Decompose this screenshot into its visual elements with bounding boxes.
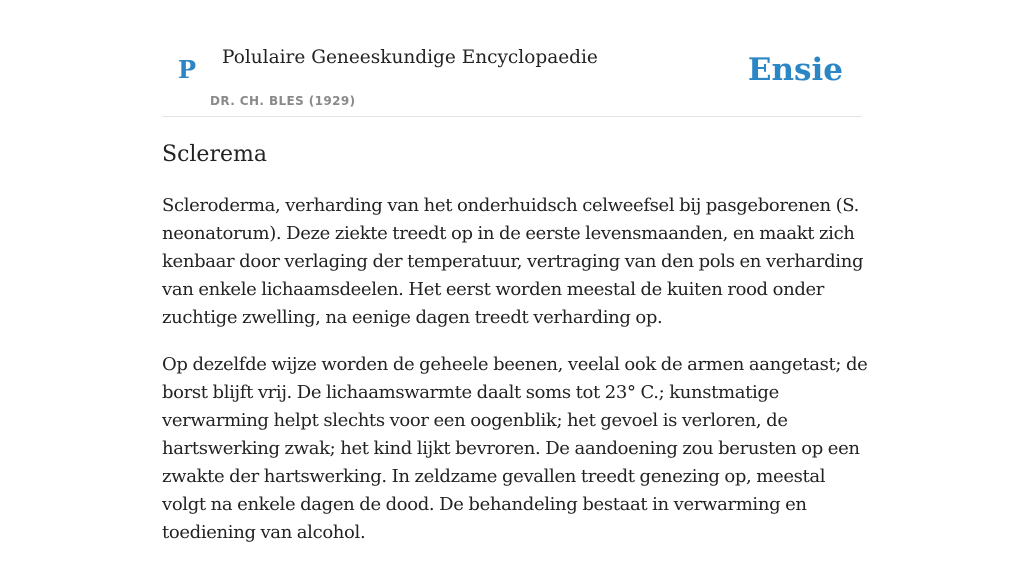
article-paragraph: Scleroderma, verharding van het onderhuidsch celweefsel bij pasgeborenen (S. neonatorum). Deze ziekte treedt op in de eerste levensmaanden, en maakt zich kenbaar door verlaging der temperatuur, vertraging van den pols en verharding van enkele lichaamsdeelen. Het eerst worden meestal de kuiten rood onder zuchtige zwelling, na eenige dagen treedt verharding op.	[162, 195, 864, 328]
article-body	[162, 192, 868, 547]
article	[162, 140, 868, 566]
article-paragraph: Op dezelfde wijze worden de geheele beenen, veelal ook de armen aangetast; de borst blijft vrij. De lichaamswarmte daalt soms tot 23° C.; kunstmatige verwarming helpt slechts voor een oogenblik; het gevoel is verloren, de hartswerking zwak; het kind lijkt bevroren. De aandoening zou berusten op een zwakte der hartswerking. In zeldzame gevallen treedt genezing op, meestal volgt na enkele dagen de dood. De behandeling bestaat in verwarming en toediening van alcohol.	[162, 354, 868, 543]
book-logo-letter: P	[178, 55, 197, 84]
book-header	[162, 0, 862, 117]
book-author: DR. CH. BLES (1929)	[210, 94, 356, 108]
ensie-logo-link[interactable]: Ensie	[747, 52, 843, 88]
article-title: Sclerema	[162, 142, 267, 167]
book-title[interactable]: Polulaire Geneeskundige Encyclopaedie	[222, 47, 598, 68]
